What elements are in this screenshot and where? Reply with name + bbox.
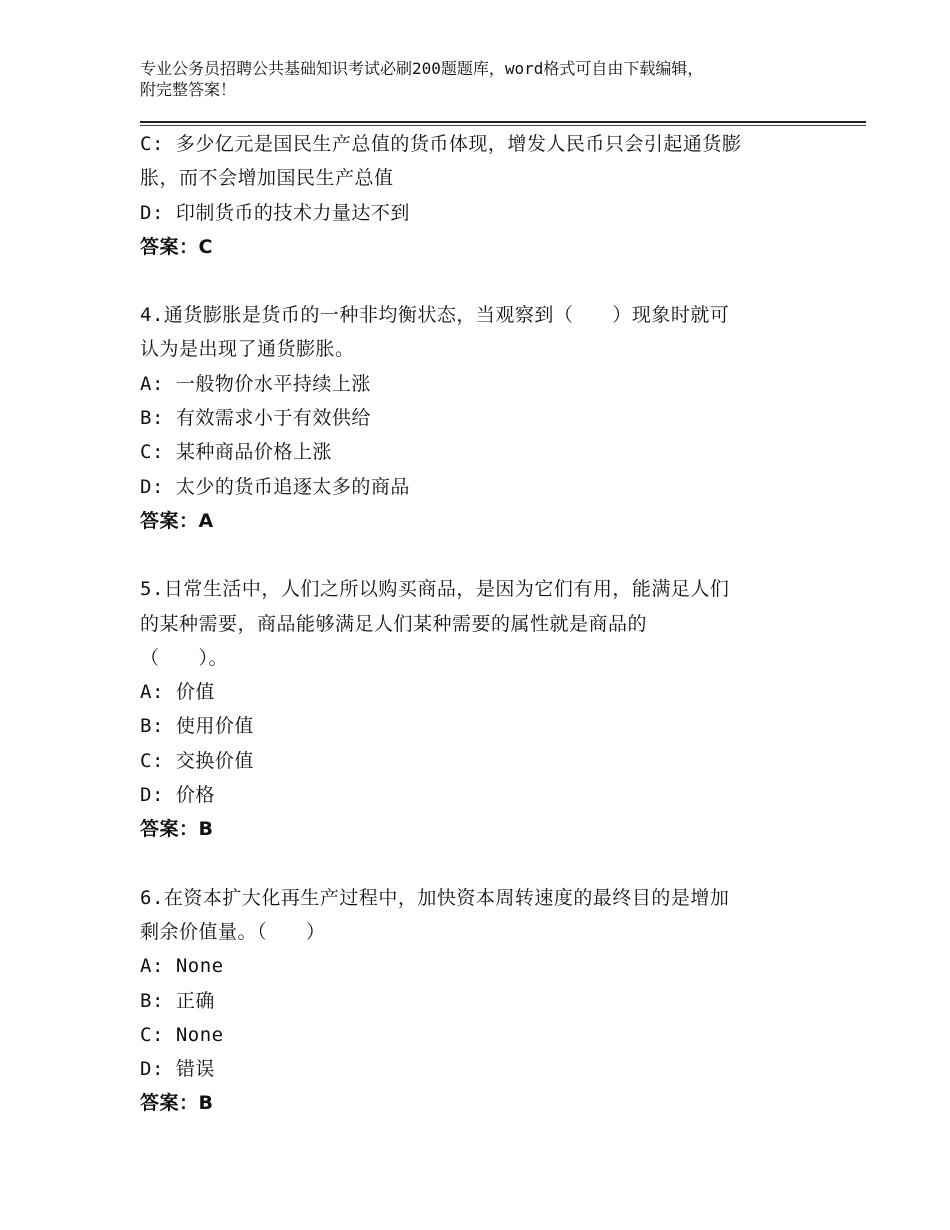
option-a: A: 价值 (140, 681, 215, 704)
answer: 答案：C (140, 235, 213, 258)
header-rule-thin (140, 125, 866, 126)
option-a: A: 一般物价水平持续上涨 (140, 372, 371, 395)
question-6 (140, 881, 820, 1121)
header-line-2: 附完整答案！ (140, 80, 237, 99)
question-gap (140, 847, 820, 881)
question-stem-line-2: 认为是出现了通货膨胀。 (140, 338, 355, 361)
question-stem-line-3: （ ）。 (140, 646, 229, 669)
header-rule-thick (140, 121, 866, 123)
question-5 (140, 572, 820, 846)
option-d: D: 印制货币的技术力量达不到 (140, 201, 410, 224)
question-gap (140, 264, 820, 298)
option-c-line-2: 胀，而不会增加国民生产总值 (140, 167, 394, 190)
question-stem-line-1: 5.日常生活中，人们之所以购买商品，是因为它们有用，能满足人们 (140, 578, 730, 601)
question-stem-line-1: 4.通货膨胀是货币的一种非均衡状态，当观察到（ ）现象时就可 (140, 304, 730, 327)
answer: 答案：A (140, 509, 214, 532)
answer: 答案：B (140, 818, 214, 841)
option-d: D: 太少的货币追逐太多的商品 (140, 475, 410, 498)
question-list (140, 127, 820, 1121)
question-gap (140, 538, 820, 572)
option-c: C: None (140, 1023, 224, 1046)
option-c-line-1: C: 多少亿元是国民生产总值的货币体现，增发人民币只会引起通货膨 (140, 133, 742, 155)
option-b: B: 正确 (140, 989, 215, 1012)
header-line-1: 专业公务员招聘公共基础知识考试必刷200题题库，word格式可自由下载编辑， (140, 59, 704, 78)
option-a: A: None (140, 955, 224, 978)
page-header (140, 58, 860, 100)
question-stem-line-2: 剩余价值量。（ ） (140, 920, 326, 943)
option-b: B: 使用价值 (140, 715, 254, 738)
option-d: D: 错误 (140, 1058, 215, 1081)
question-4 (140, 298, 820, 538)
question-3-continuation (140, 127, 820, 264)
question-stem-line-1: 6.在资本扩大化再生产过程中，加快资本周转速度的最终目的是增加 (140, 886, 730, 909)
answer: 答案：B (140, 1092, 214, 1115)
option-c: C: 交换价值 (140, 749, 254, 772)
question-stem-line-2: 的某种需要，商品能够满足人们某种需要的属性就是商品的 (140, 612, 648, 635)
option-c: C: 某种商品价格上涨 (140, 441, 332, 464)
option-b: B: 有效需求小于有效供给 (140, 407, 371, 430)
option-d: D: 价格 (140, 784, 215, 807)
